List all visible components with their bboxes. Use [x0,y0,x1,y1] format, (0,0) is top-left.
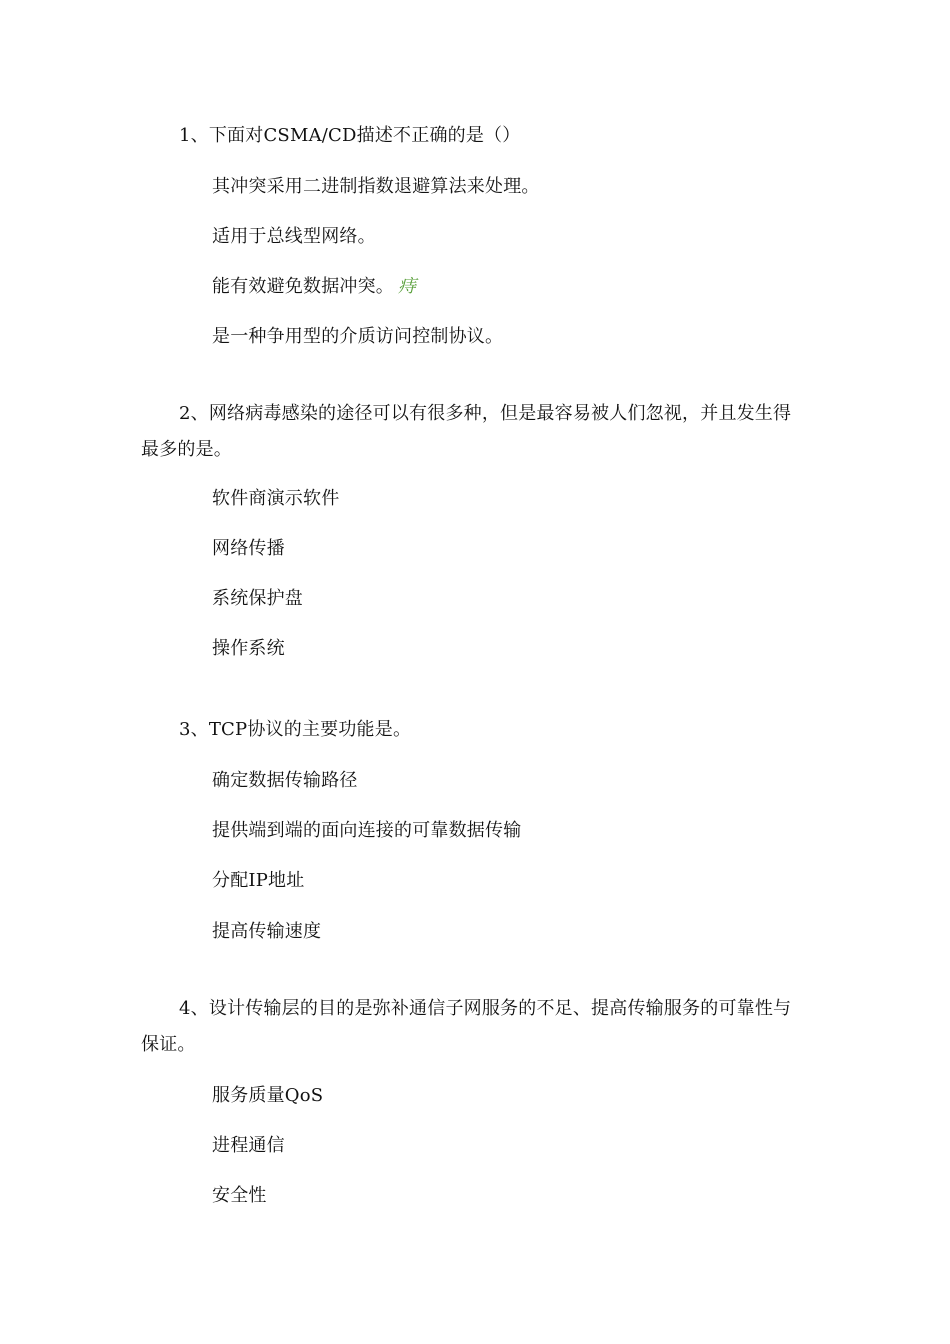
question-3-option-1: 确定数据传输路径 [212,770,358,791]
question-2-option-1: 软件商演示软件 [212,488,340,509]
question-4-option-2: 进程通信 [212,1135,285,1156]
annotation-mark: 痔 [398,276,417,297]
question-4-option-1: 服务质量QoS [212,1085,324,1106]
question-2-prompt: 2、网络病毒感染的途径可以有很多种，但是最容易被人们忽视，并且发生得最多的是。 [141,403,792,460]
question-3-option-3: 分配IP地址 [212,870,305,891]
question-2-option-2: 网络传播 [212,538,285,559]
question-3-option-2: 提供端到端的面向连接的可靠数据传输 [212,820,522,841]
question-1-option-3: 能有效避免数据冲突。 [212,276,394,297]
question-4-prompt: 4、设计传输层的目的是弥补通信子网服务的不足、提高传输服务的可靠性与保证。 [141,998,792,1055]
question-2-option-4: 操作系统 [212,638,285,659]
question-1-option-3-line [212,274,416,300]
question-3-prompt: 3、TCP协议的主要功能是。 [179,719,412,740]
question-1-option-1: 其冲突采用二进制指数退避算法来处理。 [212,176,540,197]
question-2-option-3: 系统保护盘 [212,588,303,609]
question-4-option-3: 安全性 [212,1185,267,1206]
question-1-option-2: 适用于总线型网络。 [212,226,376,247]
question-3-option-4: 提高传输速度 [212,921,322,942]
question-1-prompt: 1、下面对CSMA/CD描述不正确的是（） [179,125,521,146]
question-1-option-4: 是一种争用型的介质访问控制协议。 [212,326,504,347]
